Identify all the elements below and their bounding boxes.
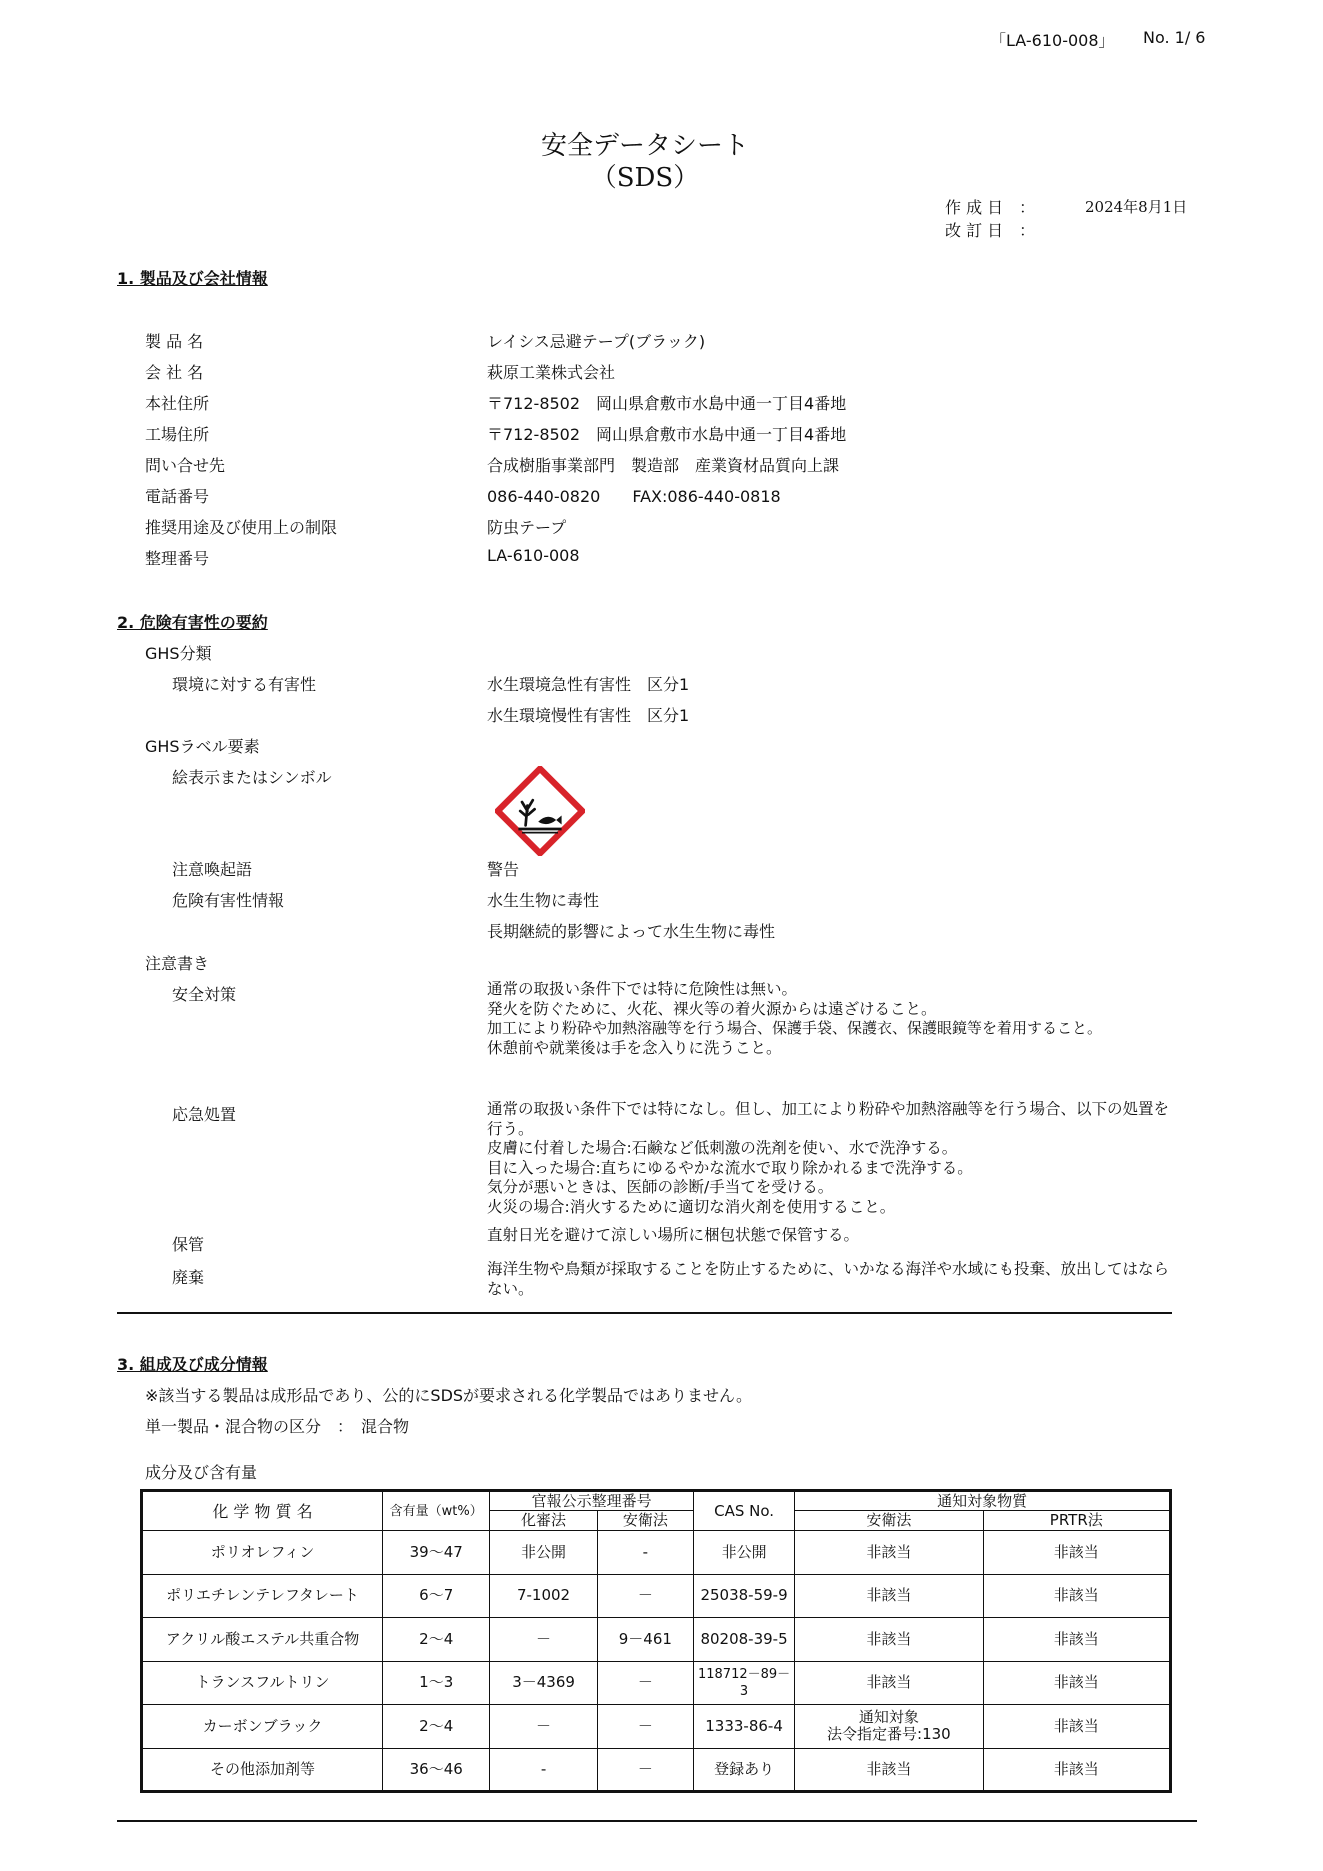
header-cas-number: CAS No. — [693, 1491, 794, 1531]
precaution-heading: 注意書き — [145, 954, 210, 973]
created-date: 2024年8月1日 — [1085, 198, 1188, 216]
cell-content: 2～4 — [383, 1705, 490, 1749]
title-line-2: （SDS） — [590, 163, 700, 193]
table-row — [142, 1618, 1171, 1662]
company-name-value: 萩原工業株式会社 — [487, 363, 616, 382]
cell-cas: 118712－89－3 — [693, 1661, 794, 1705]
safety-measures-text — [487, 980, 1177, 1058]
cell-cas: 非公開 — [693, 1531, 794, 1575]
cell-prtr: 非該当 — [983, 1531, 1170, 1575]
cell-notify — [795, 1705, 983, 1749]
cell-kashin: － — [490, 1618, 597, 1662]
composition-table-caption: 成分及び含有量 — [145, 1463, 258, 1482]
signal-word-label: 注意喚起語 — [172, 860, 253, 879]
factory-address-value: 〒712-8502 岡山県倉敷市水島中通一丁目4番地 — [487, 425, 847, 444]
header-kashinho: 化審法 — [490, 1511, 597, 1531]
hazard-statement-label: 危険有害性情報 — [172, 891, 285, 910]
first-aid-line-3: 目に入った場合:直ちにゆるやかな流水で取り除かれるまで洗浄する。 — [487, 1158, 973, 1177]
environment-hazard-icon — [495, 766, 585, 856]
cell-kashin: - — [490, 1748, 597, 1792]
hazard-statement-1: 水生生物に毒性 — [487, 891, 600, 910]
cell-cas: 25038-59-9 — [693, 1574, 794, 1618]
product-name-value: レイシス忌避テープ(ブラック) — [487, 332, 706, 351]
cell-kashin: 非公開 — [490, 1531, 597, 1575]
document-number: 「LA-610-008」 — [990, 31, 1115, 50]
cell-name: アクリル酸エステル共重合物 — [142, 1618, 383, 1662]
environment-hazard-value-1: 水生環境急性有害性 区分1 — [487, 675, 690, 694]
cell-notify: 非該当 — [795, 1574, 983, 1618]
cell-notify: 非該当 — [795, 1618, 983, 1662]
cell-prtr: 非該当 — [983, 1574, 1170, 1618]
reference-number-label: 整理番号 — [145, 549, 210, 568]
cell-content: 36～46 — [383, 1748, 490, 1792]
reference-number-value: LA-610-008 — [487, 546, 580, 565]
storage-value: 直射日光を避けて涼しい場所に梱包状態で保管する。 — [487, 1226, 860, 1244]
first-aid-text — [487, 1100, 1177, 1217]
cell-notify: 非該当 — [795, 1748, 983, 1792]
first-aid-line-4: 気分が悪いときは、医師の診断/手当てを受ける。 — [487, 1178, 834, 1196]
cell-anei: － — [597, 1574, 693, 1618]
footer-divider — [117, 1820, 1197, 1822]
environment-hazard-value-2: 水生環境慢性有害性 区分1 — [487, 706, 690, 725]
header-notification-substance: 通知対象物質 — [795, 1491, 1171, 1511]
cell-kashin: 3－4369 — [490, 1661, 597, 1705]
hq-address-value: 〒712-8502 岡山県倉敷市水島中通一丁目4番地 — [487, 394, 847, 413]
page-title — [0, 130, 1290, 194]
cell-prtr: 非該当 — [983, 1661, 1170, 1705]
section-3-heading: 3. 組成及び成分情報 — [117, 1355, 268, 1374]
cell-name: カーボンブラック — [142, 1705, 383, 1749]
ghs-label-elements: GHSラベル要素 — [145, 737, 260, 756]
factory-address-label: 工場住所 — [145, 425, 210, 444]
phone-value: 086-440-0820 FAX:086-440-0818 — [487, 487, 781, 506]
cell-prtr: 非該当 — [983, 1618, 1170, 1662]
cell-cas: 1333-86-4 — [693, 1705, 794, 1749]
first-aid-line-5: 火災の場合:消火するために適切な消火剤を使用すること。 — [487, 1197, 896, 1216]
header-gazette-number: 官報公示整理番号 — [490, 1491, 694, 1511]
table-row — [142, 1661, 1171, 1705]
environment-hazard-label: 環境に対する有害性 — [172, 675, 317, 694]
cell-name: その他添加剤等 — [142, 1748, 383, 1792]
table-row — [142, 1705, 1171, 1749]
cell-content: 2～4 — [383, 1618, 490, 1662]
phone-label: 電話番号 — [145, 487, 210, 506]
contact-label: 問い合せ先 — [145, 456, 226, 475]
cell-notify: 非該当 — [795, 1531, 983, 1575]
cell-anei: 9－461 — [597, 1618, 693, 1662]
created-label: 作 成 日 ： — [945, 198, 1036, 217]
table-row — [142, 1748, 1171, 1792]
storage-label: 保管 — [172, 1235, 205, 1254]
cell-anei: － — [597, 1748, 693, 1792]
cell-kashin: － — [490, 1705, 597, 1749]
ghs-classification-label: GHS分類 — [145, 644, 212, 663]
revised-label: 改 訂 日 ： — [945, 221, 1036, 240]
cell-notify-line-1: 通知対象 — [858, 1708, 919, 1727]
hq-address-label: 本社住所 — [145, 394, 210, 413]
company-name-label: 会 社 名 — [145, 363, 204, 382]
safety-line-3: 加工により粉砕や加熱溶融等を行う場合、保護手袋、保護衣、保護眼鏡等を着用すること。 — [487, 1019, 1103, 1037]
header-substance-name: 化 学 物 質 名 — [142, 1491, 383, 1531]
header-anneiho: 安衛法 — [597, 1511, 693, 1531]
disposal-label: 廃棄 — [172, 1268, 205, 1287]
cell-content: 39～47 — [383, 1531, 490, 1575]
safety-line-1: 通常の取扱い条件下では特に危険性は無い。 — [487, 980, 798, 998]
header-prtr: PRTR法 — [983, 1511, 1170, 1531]
product-name-label: 製 品 名 — [145, 332, 204, 351]
cell-notify: 非該当 — [795, 1661, 983, 1705]
cell-anei: － — [597, 1705, 693, 1749]
cell-anei: － — [597, 1661, 693, 1705]
cell-notify-line-2: 法令指定番号:130 — [827, 1725, 951, 1744]
first-aid-line-2: 皮膚に付着した場合:石鹸など低刺激の洗剤を使い、水で洗浄する。 — [487, 1139, 958, 1157]
pictogram-label: 絵表示またはシンボル — [172, 768, 332, 787]
first-aid-line-1: 通常の取扱い条件下では特になし。但し、加工により粉砕や加熱溶融等を行う場合、以下の処置を行う。 — [487, 1100, 1170, 1138]
safety-measures-label: 安全対策 — [172, 985, 237, 1004]
header-content: 含有量（wt%） — [383, 1491, 490, 1531]
cell-name: トランスフルトリン — [142, 1661, 383, 1705]
safety-line-4: 休憩前や就業後は手を念入りに洗うこと。 — [487, 1038, 782, 1057]
disposal-value: 海洋生物や鳥類が採取することを防止するために、いかなる海洋や水域にも投棄、放出してはならない。 — [487, 1260, 1170, 1298]
cell-anei: - — [597, 1531, 693, 1575]
first-aid-label: 応急処置 — [172, 1105, 237, 1124]
cell-cas: 登録あり — [693, 1748, 794, 1792]
cell-content: 1～3 — [383, 1661, 490, 1705]
section-divider — [117, 1312, 1172, 1314]
cell-name: ポリオレフィン — [142, 1531, 383, 1575]
title-line-1: 安全データシート — [540, 131, 749, 161]
table-row — [142, 1574, 1171, 1618]
cell-name: ポリエチレンテレフタレート — [142, 1574, 383, 1618]
usage-label: 推奨用途及び使用上の制限 — [145, 518, 338, 537]
header-notify-anneiho: 安衛法 — [795, 1511, 983, 1531]
section-1-heading: 1. 製品及び会社情報 — [117, 269, 268, 288]
cell-prtr: 非該当 — [983, 1748, 1170, 1792]
composition-table — [140, 1489, 1172, 1793]
cell-content: 6～7 — [383, 1574, 490, 1618]
hazard-statement-2: 長期継続的影響によって水生生物に毒性 — [487, 922, 776, 941]
mixture-classification: 単一製品・混合物の区分 ： 混合物 — [145, 1417, 410, 1436]
contact-value: 合成樹脂事業部門 製造部 産業資材品質向上課 — [487, 456, 840, 475]
cell-prtr: 非該当 — [983, 1705, 1170, 1749]
composition-note: ※該当する製品は成形品であり、公的にSDSが要求される化学製品ではありません。 — [145, 1386, 753, 1405]
usage-value: 防虫テープ — [487, 518, 567, 537]
cell-kashin: 7-1002 — [490, 1574, 597, 1618]
table-row — [142, 1531, 1171, 1575]
section-2-heading: 2. 危険有害性の要約 — [117, 613, 268, 632]
signal-word-value: 警告 — [487, 860, 520, 879]
page-number: No. 1/ 6 — [1143, 28, 1206, 47]
safety-line-2: 発火を防ぐために、火花、裸火等の着火源からは遠ざけること。 — [487, 999, 937, 1018]
cell-cas: 80208-39-5 — [693, 1618, 794, 1662]
